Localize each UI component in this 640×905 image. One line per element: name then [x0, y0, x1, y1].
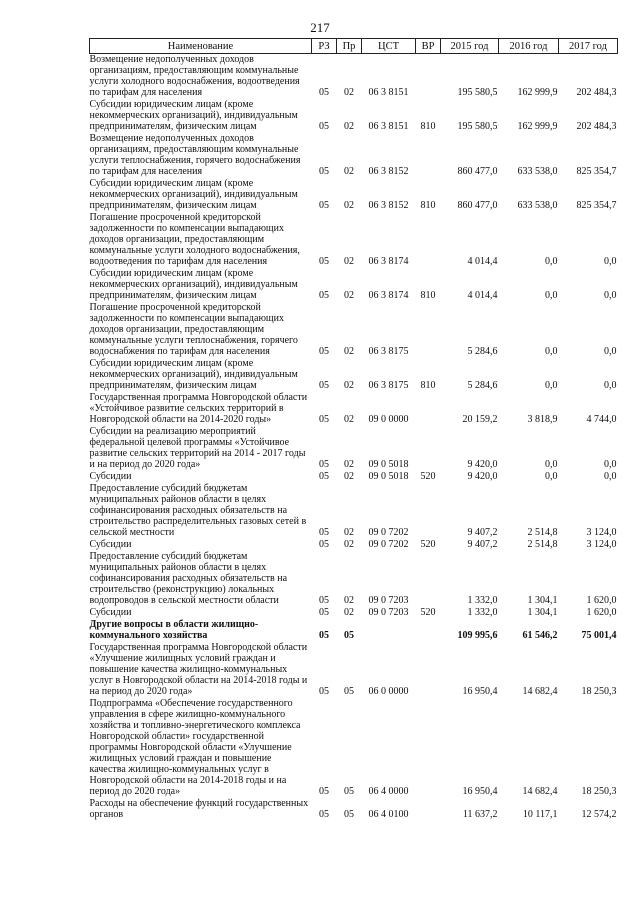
row-2016: 3 818,9 — [527, 414, 558, 425]
table-row — [90, 619, 618, 642]
row-2015: 9 407,2 — [467, 539, 498, 550]
row-name: Государственная программа Новгородской области «Улучшение жилищных условий граждан и повышение качества жилищно-коммунальных услуг в Новгородской области на 2014-2018 годы и на период до 2020 года» — [89, 642, 308, 697]
row-name: Субсидии юридическим лицам (кроме некоммерческих организаций), индивидуальным предпринимателям, физическим лицам — [89, 178, 298, 211]
row-2016: 14 682,4 — [522, 686, 558, 697]
row-cst: 09 0 7203 — [368, 607, 409, 618]
row-vr — [416, 426, 441, 471]
row-name: Субсидии юридическим лицам (кроме некоммерческих организаций), индивидуальным предпринимателям, физическим лицам — [89, 99, 298, 132]
column-header-2015: 2015 год — [441, 39, 499, 54]
row-name: Предоставление субсидий бюджетам муниципальных районов области в целях софинансирования расходных обязательств на строительство распределительных газовых сетей в сельской местности — [89, 483, 307, 538]
row-rz: 05 — [319, 595, 329, 606]
row-2016: 2 514,8 — [527, 539, 558, 550]
row-name: Субсидии — [89, 539, 132, 550]
row-rz: 05 — [319, 686, 329, 697]
row-2015: 20 159,2 — [462, 414, 498, 425]
row-pr: 02 — [344, 527, 354, 538]
page-number: 217 — [310, 20, 330, 35]
row-cst: 06 3 8175 — [368, 380, 409, 391]
row-name: Возмещение недополученных доходов организациям, предоставляющим коммунальные услуги теплоснабжения, горячего водоснабжения по тарифам для населения — [89, 133, 301, 177]
row-2015: 4 014,4 — [467, 256, 498, 267]
row-pr: 02 — [344, 87, 354, 98]
row-pr: 05 — [344, 686, 354, 697]
row-2015: 195 580,5 — [457, 121, 498, 132]
table-row — [90, 133, 618, 178]
row-2015: 9 407,2 — [467, 527, 498, 538]
row-name: Субсидии на реализацию мероприятий федеральной целевой программы «Устойчивое развитие сельских территорий на 2014 - 2017 годы и на период до 2020 года» — [89, 426, 306, 470]
row-vr — [416, 483, 441, 539]
row-2017: 825 354,7 — [576, 166, 617, 177]
table-row — [90, 483, 618, 539]
row-2016: 0,0 — [545, 290, 558, 301]
row-2015: 9 420,0 — [467, 471, 498, 482]
row-2017: 3 124,0 — [586, 527, 617, 538]
row-2017: 3 124,0 — [586, 539, 617, 550]
row-2015: 1 332,0 — [467, 595, 498, 606]
row-cst: 06 3 8174 — [368, 290, 409, 301]
table-row — [90, 798, 618, 821]
table-row — [90, 268, 618, 302]
row-name: Субсидии — [89, 471, 132, 482]
row-2015: 860 477,0 — [457, 200, 498, 211]
row-name: Предоставление субсидий бюджетам муниципальных районов области в целях софинансирования расходных обязательств на строительство (реконструкцию) локальных водопроводов в сельской местности области — [89, 551, 288, 606]
row-rz: 05 — [319, 527, 329, 538]
table-row — [90, 607, 618, 619]
row-vr: 810 — [420, 200, 436, 211]
row-2016: 0,0 — [545, 256, 558, 267]
row-2015: 16 950,4 — [462, 686, 498, 697]
row-2017: 1 620,0 — [586, 607, 617, 618]
row-2017: 4 744,0 — [586, 414, 617, 425]
row-pr: 05 — [344, 786, 354, 797]
row-vr — [416, 133, 441, 178]
row-vr: 810 — [420, 121, 436, 132]
row-2016: 0,0 — [545, 471, 558, 482]
row-pr: 02 — [344, 595, 354, 606]
table-row — [90, 302, 618, 358]
row-name: Возмещение недополученных доходов организациям, предоставляющим коммунальные услуги холодного водоснабжения, водоотведения по тарифам для населения — [89, 54, 300, 98]
row-rz: 05 — [319, 200, 329, 211]
row-vr: 810 — [420, 380, 436, 391]
row-2015: 5 284,6 — [467, 380, 498, 391]
row-2016: 14 682,4 — [522, 786, 558, 797]
row-cst: 09 0 5018 — [368, 471, 409, 482]
table-row — [90, 392, 618, 426]
row-pr: 02 — [344, 256, 354, 267]
row-rz: 05 — [319, 809, 329, 820]
row-2016: 61 546,2 — [522, 630, 558, 641]
row-cst — [362, 619, 416, 642]
row-2016: 1 304,1 — [527, 607, 558, 618]
row-pr: 02 — [344, 607, 354, 618]
row-name: Расходы на обеспечение функций государственных органов — [89, 798, 309, 820]
row-rz: 05 — [319, 786, 329, 797]
row-pr: 02 — [344, 459, 354, 470]
row-name: Субсидии юридическим лицам (кроме некоммерческих организаций), индивидуальным предпринимателям, физическим лицам — [89, 358, 298, 391]
row-2016: 633 538,0 — [517, 166, 558, 177]
row-vr — [416, 798, 441, 821]
table-row — [90, 212, 618, 268]
column-header-name: Наименование — [90, 39, 312, 54]
row-2015: 11 637,2 — [462, 809, 498, 820]
row-2017: 1 620,0 — [586, 595, 617, 606]
row-2017: 0,0 — [604, 459, 617, 470]
row-2017: 18 250,3 — [581, 786, 617, 797]
row-cst: 09 0 7202 — [368, 539, 409, 550]
row-vr: 810 — [420, 290, 436, 301]
column-header-pr: Пр — [337, 39, 362, 54]
row-pr: 05 — [344, 630, 354, 641]
row-name: Другие вопросы в области жилищно-коммунального хозяйства — [89, 619, 259, 641]
row-name: Субсидии — [89, 607, 132, 618]
row-pr: 05 — [344, 809, 354, 820]
row-2017: 0,0 — [604, 380, 617, 391]
row-vr — [416, 642, 441, 698]
row-rz: 05 — [319, 471, 329, 482]
row-2017: 18 250,3 — [581, 686, 617, 697]
row-rz: 05 — [319, 121, 329, 132]
row-cst: 09 0 5018 — [368, 459, 409, 470]
row-name: Погашение просроченной кредиторской задолженности по компенсации выпадающих доходов организации, предоставляющим коммунальные услуги холодного водоснабжения, водоотведения по тарифам для населения — [89, 212, 300, 267]
row-name: Государственная программа Новгородской области «Устойчивое развитие сельских территорий в Новгородской области на 2014-2020 годы» — [89, 392, 308, 425]
table-row — [90, 642, 618, 698]
row-pr: 02 — [344, 290, 354, 301]
row-cst: 06 3 8151 — [368, 87, 409, 98]
row-vr: 520 — [420, 607, 436, 618]
row-2015: 4 014,4 — [467, 290, 498, 301]
column-header-vr: ВР — [416, 39, 441, 54]
row-cst: 09 0 7203 — [368, 595, 409, 606]
row-2016: 10 117,1 — [522, 809, 558, 820]
column-header-2016: 2016 год — [499, 39, 559, 54]
row-2015: 5 284,6 — [467, 346, 498, 357]
row-rz: 05 — [319, 414, 329, 425]
table-row — [90, 426, 618, 471]
row-cst: 06 0 0000 — [368, 686, 409, 697]
row-2016: 162 999,9 — [517, 87, 558, 98]
table-row — [90, 99, 618, 133]
table-row — [90, 358, 618, 392]
table-row — [90, 698, 618, 798]
column-header-rz: РЗ — [312, 39, 337, 54]
row-pr: 02 — [344, 414, 354, 425]
row-rz: 05 — [319, 256, 329, 267]
table-row — [90, 539, 618, 551]
row-vr: 520 — [420, 471, 436, 482]
row-rz: 05 — [319, 607, 329, 618]
row-2017: 0,0 — [604, 256, 617, 267]
row-2016: 0,0 — [545, 380, 558, 391]
row-2015: 16 950,4 — [462, 786, 498, 797]
row-2016: 1 304,1 — [527, 595, 558, 606]
row-vr — [416, 302, 441, 358]
row-2015: 109 995,6 — [457, 630, 498, 641]
row-rz: 05 — [319, 166, 329, 177]
table-row — [90, 178, 618, 212]
row-2016: 162 999,9 — [517, 121, 558, 132]
row-2017: 0,0 — [604, 346, 617, 357]
row-pr: 02 — [344, 346, 354, 357]
row-vr — [416, 698, 441, 798]
row-2017: 75 001,4 — [581, 630, 617, 641]
table-row — [90, 471, 618, 483]
row-2017: 202 484,3 — [576, 121, 617, 132]
row-pr: 02 — [344, 166, 354, 177]
row-cst: 06 4 0000 — [368, 786, 409, 797]
budget-table — [89, 38, 618, 821]
row-pr: 02 — [344, 200, 354, 211]
row-vr: 520 — [420, 539, 436, 550]
row-cst: 09 0 0000 — [368, 414, 409, 425]
column-header-2017: 2017 год — [559, 39, 618, 54]
row-rz: 05 — [319, 459, 329, 470]
row-2015: 9 420,0 — [467, 459, 498, 470]
row-cst: 06 4 0100 — [368, 809, 409, 820]
row-rz: 05 — [319, 539, 329, 550]
row-cst: 06 3 8152 — [368, 200, 409, 211]
row-name: Субсидии юридическим лицам (кроме некоммерческих организаций), индивидуальным предпринимателям, физическим лицам — [89, 268, 298, 301]
row-pr: 02 — [344, 380, 354, 391]
row-pr: 02 — [344, 539, 354, 550]
row-2017: 202 484,3 — [576, 87, 617, 98]
row-2016: 2 514,8 — [527, 527, 558, 538]
row-2015: 860 477,0 — [457, 166, 498, 177]
row-rz: 05 — [319, 346, 329, 357]
table-row — [90, 551, 618, 607]
row-cst: 06 3 8175 — [368, 346, 409, 357]
row-cst: 06 3 8151 — [368, 121, 409, 132]
row-cst: 06 3 8152 — [368, 166, 409, 177]
row-vr — [416, 551, 441, 607]
row-cst: 06 3 8174 — [368, 256, 409, 267]
row-rz: 05 — [319, 290, 329, 301]
row-2016: 0,0 — [545, 346, 558, 357]
row-vr — [416, 619, 441, 642]
row-vr — [416, 392, 441, 426]
row-2017: 12 574,2 — [581, 809, 617, 820]
row-2017: 0,0 — [604, 471, 617, 482]
row-pr: 02 — [344, 121, 354, 132]
row-pr: 02 — [344, 471, 354, 482]
row-2015: 1 332,0 — [467, 607, 498, 618]
row-name: Подпрограмма «Обеспечение государственного управления в сфере жилищно-коммунального хозяйства и топливно-энергетического комплекса Новгородской области» государственной программы Новгородской области «Улучшение жилищных условий граждан и повышение качества жилищно-коммунальных услуг в Новгородской области на 2014-2018 годы и на период до 2020 года» — [89, 698, 301, 797]
row-name: Погашение просроченной кредиторской задолженности по компенсации выпадающих доходов организации, предоставляющим коммунальные услуги теплоснабжения, горячего водоснабжения по тарифам для населения — [89, 302, 298, 357]
row-rz: 05 — [319, 87, 329, 98]
row-2016: 633 538,0 — [517, 200, 558, 211]
row-2017: 0,0 — [604, 290, 617, 301]
column-header-cst: ЦСТ — [362, 39, 416, 54]
row-vr — [416, 54, 441, 100]
row-vr — [416, 212, 441, 268]
row-rz: 05 — [319, 630, 329, 641]
header-row — [90, 39, 618, 54]
row-cst: 09 0 7202 — [368, 527, 409, 538]
row-2015: 195 580,5 — [457, 87, 498, 98]
row-2017: 825 354,7 — [576, 200, 617, 211]
table-row — [90, 54, 618, 100]
row-2016: 0,0 — [545, 459, 558, 470]
row-rz: 05 — [319, 380, 329, 391]
